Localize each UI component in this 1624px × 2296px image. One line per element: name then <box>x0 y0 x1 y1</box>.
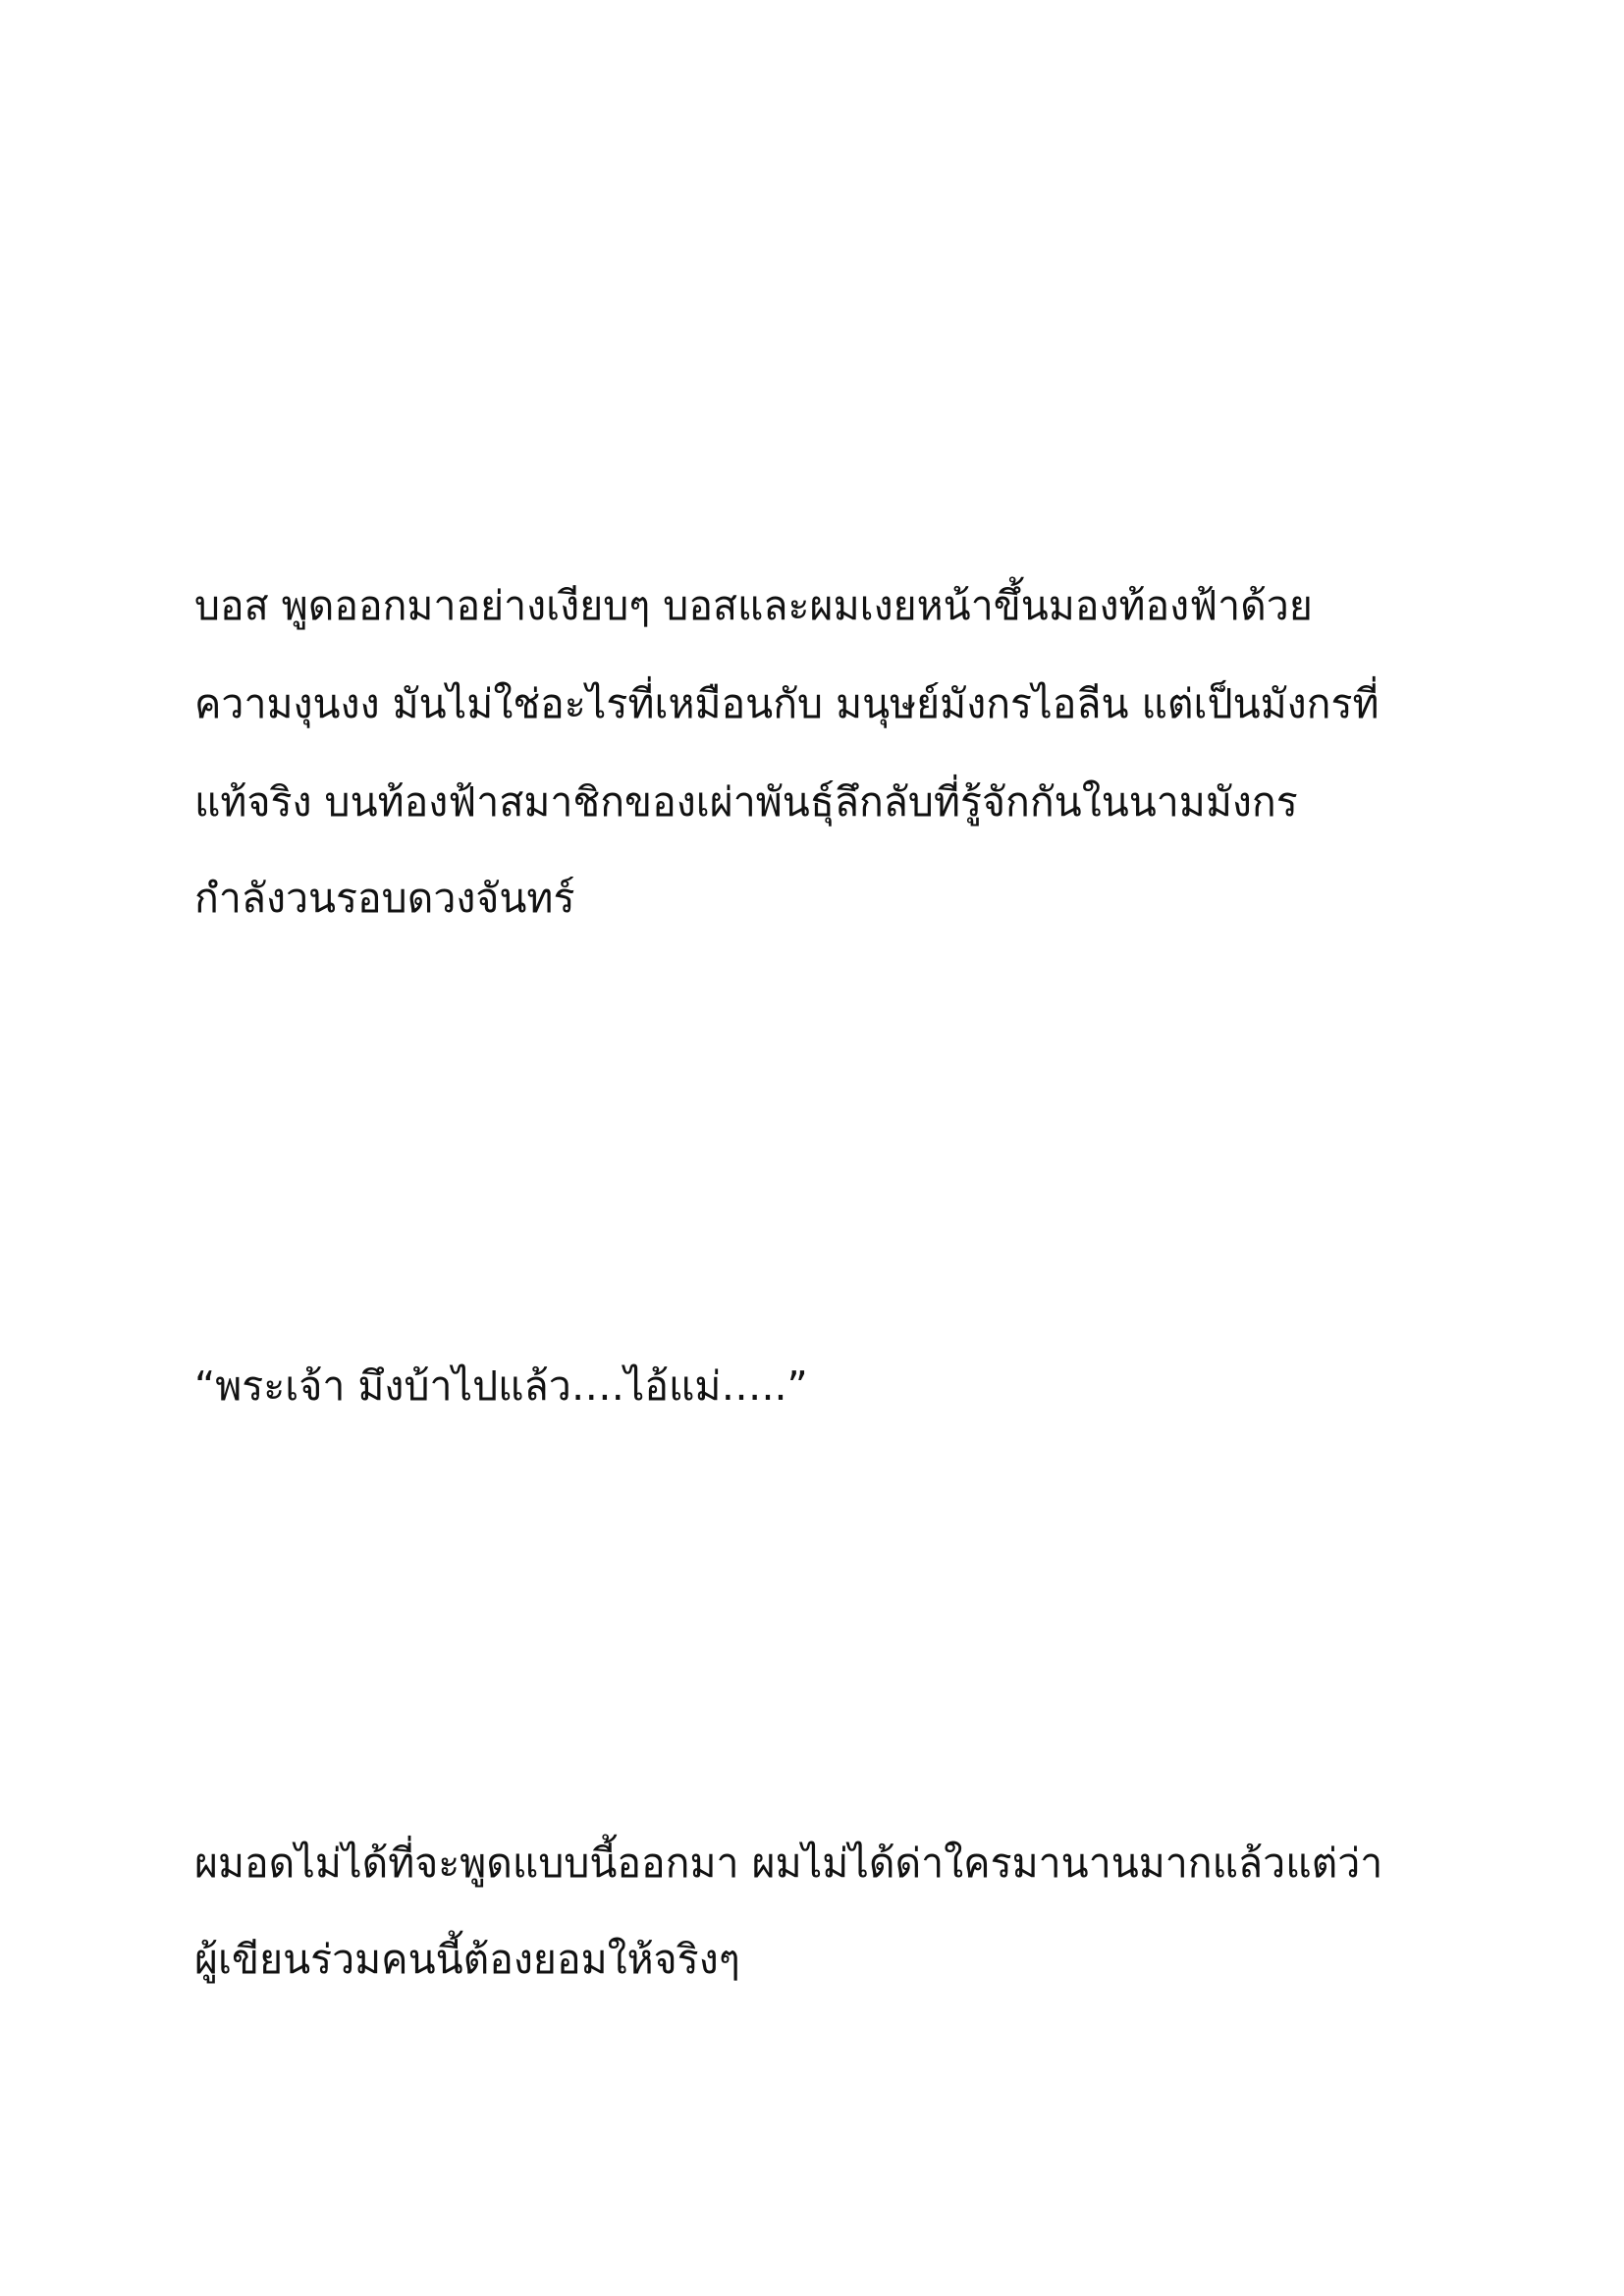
paragraph-3-line-2: ผู้เขียนร่วมคนนี้ต้องยอมให้จริงๆ <box>194 1936 740 1983</box>
paragraph-1-line-4: กำลังวนรอบดวงจันทร์ <box>194 875 575 922</box>
paragraph-1-line-2: ความงุนงง มันไม่ใช่อะไรที่เหมือนกับ มนุษย์มังกรไอลีน แต่เป็นมังกรที่ <box>194 680 1380 727</box>
paragraph-1-line-1: บอส พูดออกมาอย่างเงียบๆ บอสและผมเงยหน้าขึ้นมองท้องฟ้าด้วย <box>194 582 1313 629</box>
paragraph-3-line-1: ผมอดไม่ได้ที่จะพูดแบบนี้ออกมา ผมไม่ได้ด่าใครมานานมากแล้วแต่ว่า <box>194 1840 1383 1887</box>
dialogue-line: “พระเจ้า มึงบ้าไปแล้ว….ไอ้แม่…..” <box>194 1362 808 1410</box>
paragraph-1-line-3: แท้จริง บนท้องฟ้าสมาชิกของเผ่าพันธุ์ลึกลับที่รู้จักกันในนามมังกร <box>194 778 1298 826</box>
